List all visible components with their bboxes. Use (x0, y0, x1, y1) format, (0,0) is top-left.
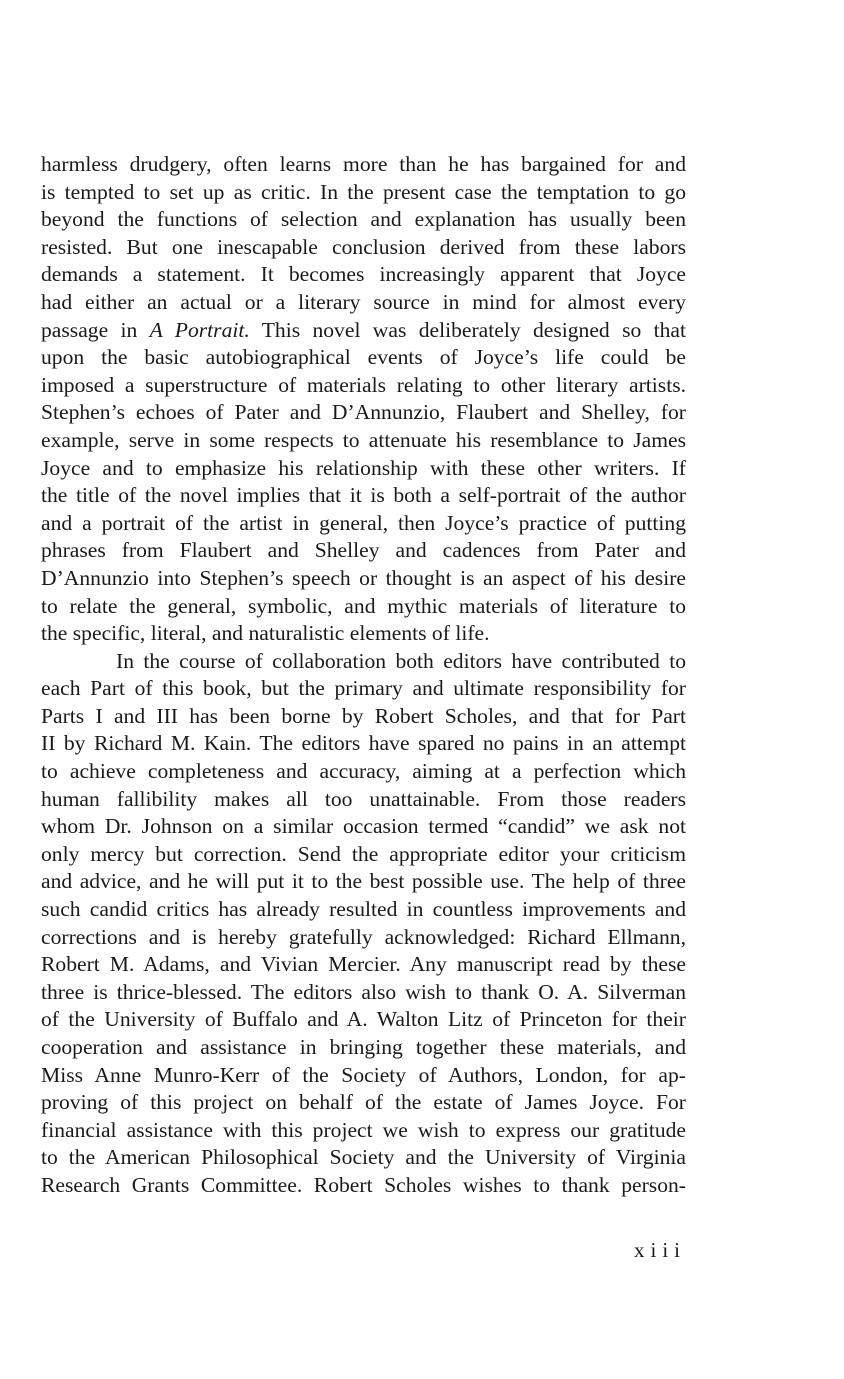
text-line: imposed a superstructure of materials relating to other literary artists. (41, 372, 686, 397)
text-line: harmless drudgery, often learns more than he has bargained for and (41, 152, 686, 176)
text-line: and advice, and he will put it to the best possible use. The help of three (41, 869, 686, 894)
text-line (41, 317, 686, 345)
text-line: each Part of this book, but the primary and ultimate responsibility for (41, 676, 686, 701)
text-line: II by Richard M. Kain. The editors have spared no pains in an attempt (41, 731, 686, 756)
text-line: to achieve completeness and accuracy, aiming at a perfection which (41, 759, 686, 784)
page-body (41, 151, 686, 1200)
text-line: Parts I and III has been borne by Robert Scholes, and that for Part (41, 703, 686, 728)
italic-title: A Portrait. (149, 317, 250, 342)
text-line: to the American Philosophical Society and the University of Virginia (41, 1145, 686, 1170)
text-line: the title of the novel implies that it is both a self-portrait of the author (41, 483, 686, 508)
text-line: phrases from Flaubert and Shelley and cadences from Pater and (41, 538, 686, 563)
page-number: xiii (633, 1238, 686, 1262)
paragraph-1 (41, 151, 686, 648)
text-line: whom Dr. Johnson on a similar occasion termed “candid” we ask not (41, 814, 686, 839)
text-line: the specific, literal, and naturalistic elements of life. (41, 621, 490, 646)
text-line: is tempted to set up as critic. In the present case the temptation to go (41, 179, 686, 204)
text-line: such candid critics has already resulted in countless improvements and (41, 897, 686, 922)
text-line: human fallibility makes all too unattainable. From those readers (41, 786, 686, 811)
text-line: Stephen’s echoes of Pater and D’Annunzio, Flaubert and Shelley, for (41, 400, 686, 425)
text-line: only mercy but correction. Send the appropriate editor your criticism (41, 841, 686, 866)
text-segment: passage in (41, 317, 150, 342)
text-line: D’Annunzio into Stephen’s speech or thought is an aspect of his desire (41, 565, 686, 590)
text-line: Joyce and to emphasize his relationship with these other writers. If (41, 455, 686, 480)
text-line: beyond the functions of selection and explanation has usually been (41, 207, 686, 232)
text-line: and a portrait of the artist in general, then Joyce’s practice of putting (41, 510, 686, 535)
text-segment: This novel was deliberately designed so that (249, 317, 686, 342)
text-line: Miss Anne Munro-Kerr of the Society of Authors, London, for ap- (41, 1062, 686, 1087)
text-line: corrections and is hereby gratefully acknowledged: Richard Ellmann, (41, 924, 686, 949)
text-line: proving of this project on behalf of the estate of James Joyce. For (41, 1090, 686, 1115)
text-line: example, serve in some respects to attenuate his resemblance to James (41, 427, 686, 452)
text-line: had either an actual or a literary source in mind for almost every (41, 289, 686, 314)
text-line: Robert M. Adams, and Vivian Mercier. Any manuscript read by these (41, 952, 686, 977)
text-line: demands a statement. It becomes increasingly apparent that Joyce (41, 262, 686, 287)
paragraph-2 (41, 648, 686, 1200)
text-line: In the course of collaboration both editors have contributed to (116, 648, 686, 673)
text-line: three is thrice-blessed. The editors also wish to thank O. A. Silverman (41, 979, 686, 1004)
text-line: cooperation and assistance in bringing together these materials, and (41, 1035, 686, 1059)
text-line: to relate the general, symbolic, and mythic materials of literature to (41, 593, 686, 618)
text-line: resisted. But one inescapable conclusion derived from these labors (41, 234, 686, 259)
text-line: financial assistance with this project we wish to express our gratitude (41, 1117, 686, 1142)
text-line: of the University of Buffalo and A. Walton Litz of Princeton for their (41, 1007, 686, 1032)
text-line: upon the basic autobiographical events of Joyce’s life could be (41, 345, 686, 370)
text-line: Research Grants Committee. Robert Scholes wishes to thank person- (41, 1172, 686, 1197)
